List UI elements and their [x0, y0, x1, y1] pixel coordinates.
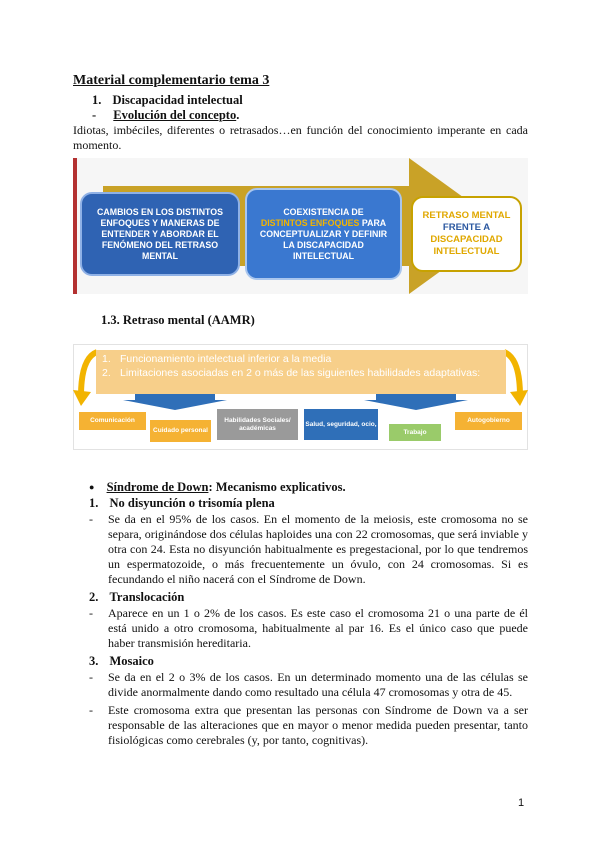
subsection-heading [92, 108, 239, 123]
down-section-2-number: 2. [89, 590, 99, 604]
subsection-13-heading: 1.3. Retraso mental (AAMR) [101, 313, 255, 327]
box3-text-b: FRENTE A [442, 222, 491, 233]
right-arrow-head [510, 390, 528, 406]
box2-text-a: COEXISTENCIA DE [283, 206, 364, 217]
document-title: Material complementario tema 3 [73, 73, 270, 88]
criteria-item-2-number: 2. [102, 367, 111, 379]
criteria-item-2 [102, 367, 500, 379]
down-section-3-text-2: Este cromosoma extra que presentan las personas con Síndrome de Down va a ser responsable de las alteraciones que en mayor o menor medida pueden presentar, tanto fisiológicas como cerebrales (y, por tanto, cognitivas). [108, 703, 528, 747]
box2-text-highlight: DISTINTOS ENFOQUES [260, 217, 360, 228]
section-1-number: 1. [92, 93, 102, 107]
subsection-bullet: - [92, 108, 97, 122]
skill-work: Trabajo [389, 424, 441, 441]
skill-communication: Comunicación [79, 412, 146, 430]
down-bullet: ● [89, 482, 95, 492]
subsection-label: Evolución del concepto [113, 108, 237, 122]
intro-paragraph: Idiotas, imbéciles, diferentes o retrasados…en función del conocimiento imperante en cada momento. [73, 123, 528, 152]
subsection-suffix: . [236, 108, 240, 122]
bullet-dash: - [89, 606, 93, 620]
section-1-label: Discapacidad intelectual [112, 93, 243, 107]
left-blue-arrow [123, 394, 227, 410]
diagram-box-changes: CAMBIOS EN LOS DISTINTOS ENFOQUES Y MANERAS DE ENTENDER Y ABORDAR EL FENÓMENO DEL RETRASO MENTAL [80, 192, 240, 276]
right-blue-arrow [364, 394, 468, 410]
aamr-criteria-list [96, 350, 506, 394]
box3-text-a: RETRASO MENTAL [422, 210, 511, 221]
down-section-3-title: Mosaico [109, 654, 154, 668]
down-section-2-heading [89, 590, 184, 605]
left-arrow-head [73, 390, 91, 406]
right-curved-arrow [504, 352, 520, 396]
left-curved-arrow [81, 352, 97, 396]
down-section-1-title: No disyunción o trisomía plena [109, 496, 275, 510]
diagram-box-coexistence [245, 188, 402, 280]
down-title-rest: : Mecanismo explicativos. [208, 480, 346, 494]
down-section-3-heading [89, 654, 154, 669]
criteria-item-1-text: Funcionamiento intelectual inferior a la media [120, 353, 332, 365]
bullet-dash: - [89, 670, 93, 684]
down-section-2-title: Translocación [109, 590, 185, 604]
page-number: 1 [518, 797, 525, 809]
bullet-dash: - [89, 512, 93, 526]
skill-health-safety: Salud, seguridad, ocio, [304, 409, 378, 440]
criteria-item-1 [102, 353, 500, 365]
box2-text-c: PARA CONCEPTUALIZAR Y DEFINIR LA DISCAPACIDAD INTELECTUAL [259, 217, 388, 261]
down-section-1-heading [89, 496, 275, 511]
criteria-item-1-number: 1. [102, 353, 111, 365]
diagram-box-result [411, 196, 522, 272]
down-section-1-text: Se da en el 95% de los casos. En el momento de la meiosis, este cromosoma no se separa, originándose dos células haploides una con 22 cromosomas, que será inviable y otra con 24. Esta no disyunción habitualmente es pregestacional, por lo que tendremos un espermatozoide, o más frecuentemente un óvulo, con 24 cromosomas. Si es fecundando el niño nacerá con el Síndrome de Down. [108, 512, 528, 586]
box3-text-c: DISCAPACIDAD INTELECTUAL [430, 234, 503, 257]
section-1-heading [92, 93, 243, 108]
down-syndrome-heading [89, 480, 346, 495]
down-section-1-number: 1. [89, 496, 99, 510]
skill-self-direction: Autogobierno [455, 412, 522, 430]
down-section-3-number: 3. [89, 654, 99, 668]
criteria-item-2-text: Limitaciones asociadas en 2 o más de las siguientes habilidades adaptativas: [120, 367, 481, 379]
down-title-underlined: Síndrome de Down [106, 480, 209, 494]
skill-personal-care: Cuidado personal [150, 420, 211, 442]
bullet-dash: - [89, 703, 93, 717]
down-section-3-text-1: Se da en el 2 o 3% de los casos. En un determinado momento una de las células se divide anormalmente dando como resultado una célula 47 cromosomas y otra de 45. [108, 670, 528, 699]
down-section-2-text: Aparece en un 1 o 2% de los casos. Es este caso el cromosoma 21 o una parte de él está unido a otro cromosoma, habitualmente al par 16. Es el único caso que puede haber transmisión hereditaria. [108, 606, 528, 650]
skill-social-academic: Habilidades Sociales/ académicas [217, 409, 298, 440]
